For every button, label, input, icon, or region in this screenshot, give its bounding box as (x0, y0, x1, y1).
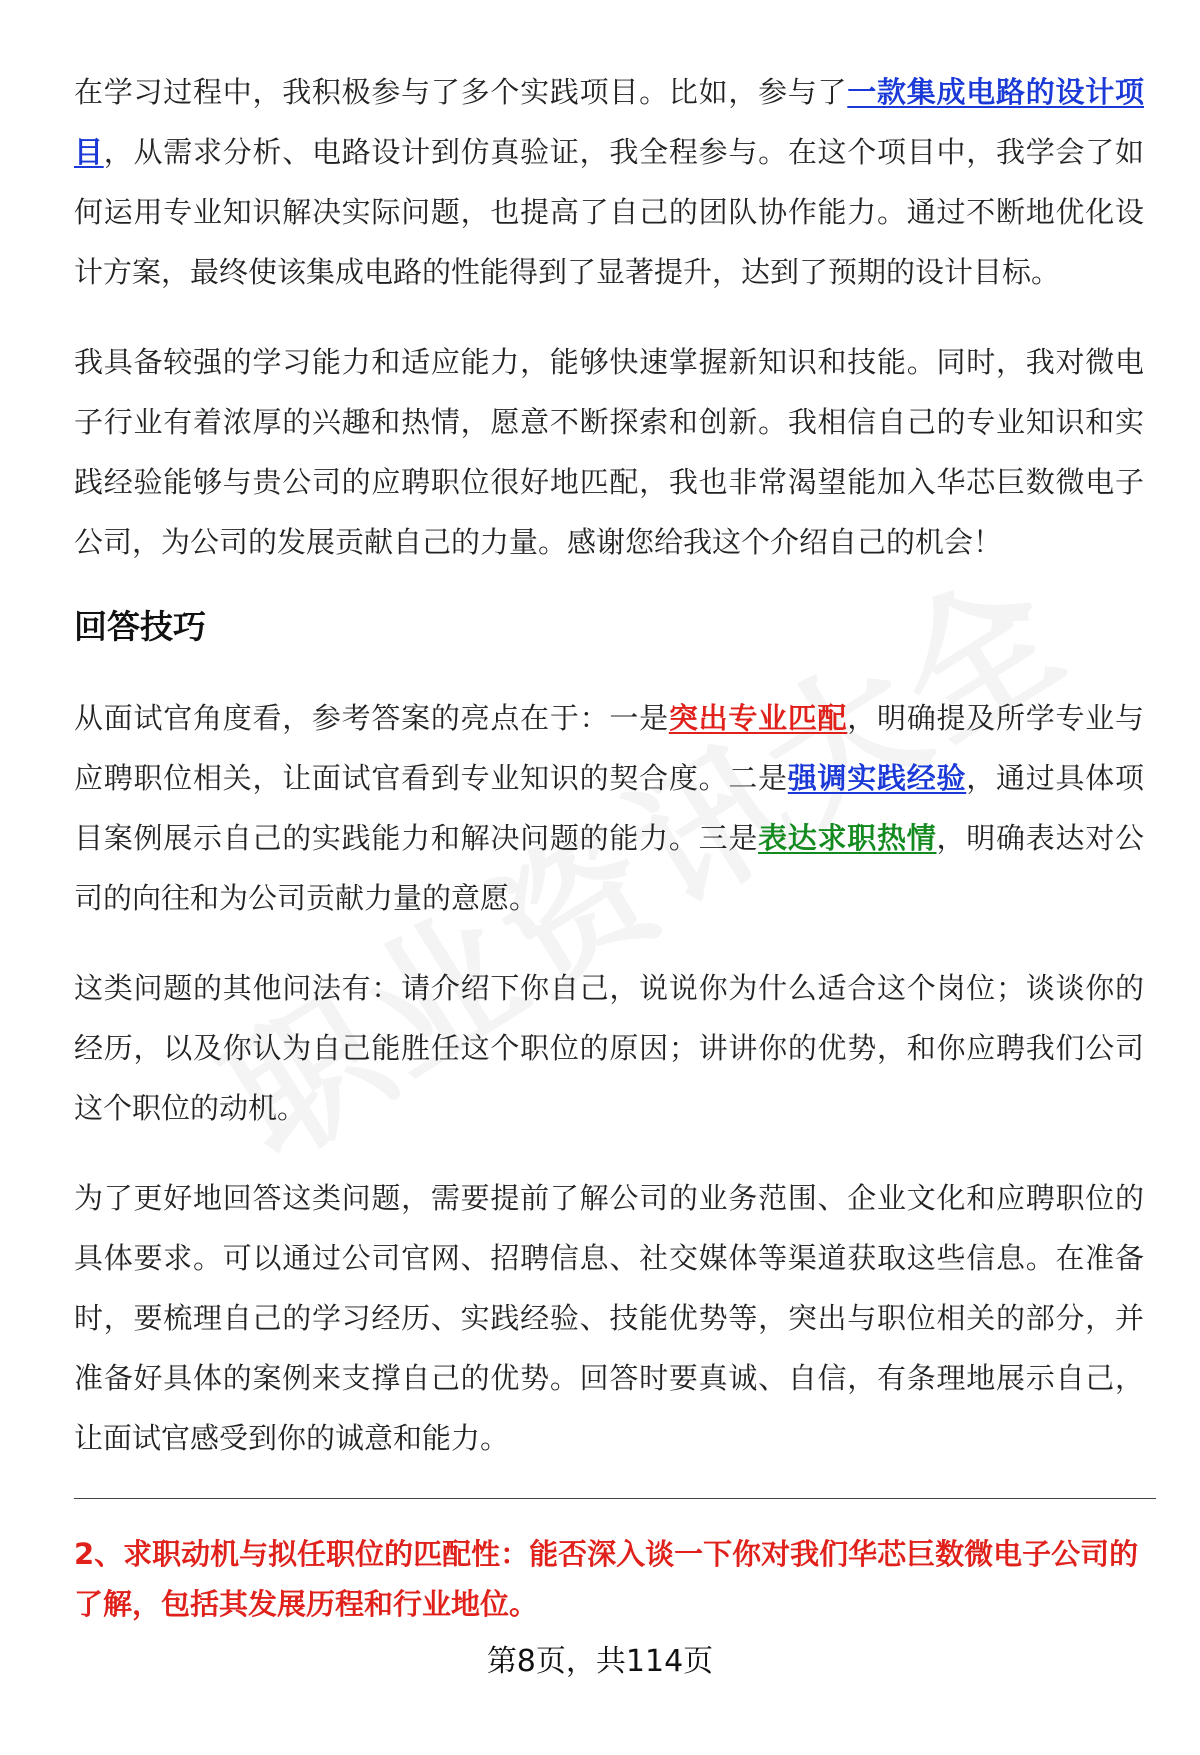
page-number: 第8页，共114页 (486, 1644, 714, 1679)
divider (74, 1498, 1156, 1499)
paragraph-text: ，从需求分析、电路设计到仿真验证，我全程参与。在这个项目中，我学会了如何运用专业知识解决实际问题，也提高了自己的团队协作能力。通过不断地优化设计方案，最终使该集成电路的性能得到了显著提升，达到了预期的设计目标。 (74, 135, 1144, 289)
paragraph-abilities: 我具备较强的学习能力和适应能力，能够快速掌握新知识和技能。同时，我对微电子行业有着浓厚的兴趣和热情，愿意不断探索和创新。我相信自己的专业知识和实践经验能够与贵公司的应聘职位很好地匹配，我也非常渴望能加入华芯巨数微电子公司，为公司的发展贡献自己的力量。感谢您给我这个介绍自己的机会！ (74, 345, 1144, 559)
paragraph-preparation: 为了更好地回答这类问题，需要提前了解公司的业务范围、企业文化和应聘职位的具体要求。可以通过公司官网、招聘信息、社交媒体等渠道获取这些信息。在准备时，要梳理自己的学习经历、实践经验、技能优势等，突出与职位相关的部分，并准备好具体的案例来支撑自己的优势。回答时要真诚、自信，有条理地展示自己，让面试官感受到你的诚意和能力。 (74, 1181, 1144, 1455)
section-heading-answer-tips: 回答技巧 (74, 607, 206, 646)
paragraph-highlights (74, 688, 1144, 928)
paragraph-text: ，明确表达对公司的向往和为公司贡献力量的意愿。 (74, 821, 1144, 915)
paragraph-text: 从面试官角度看，参考答案的亮点在于：一是 (74, 701, 669, 735)
paragraph-text: 在学习过程中，我积极参与了多个实践项目。比如，参与了 (74, 75, 848, 109)
paragraph-practice-project (74, 62, 1144, 302)
paragraph-text: ，明确提及所学专业与应聘职位相关，让面试官看到专业知识的契合度。二是 (74, 701, 1144, 795)
highlight-practice-experience[interactable]: 强调实践经验 (787, 761, 967, 795)
highlight-job-enthusiasm[interactable]: 表达求职热情 (758, 821, 937, 855)
paragraph-text: ，通过具体项目案例展示自己的实践能力和解决问题的能力。三是 (74, 761, 1144, 855)
highlight-professional-match[interactable]: 突出专业匹配 (668, 701, 848, 735)
highlight-ic-design-project[interactable]: 一款集成电路的设计项目 (74, 75, 1144, 169)
paragraph-other-phrasings: 这类问题的其他问法有：请介绍下你自己，说说你为什么适合这个岗位；谈谈你的经历，以及你认为自己能胜任这个职位的原因；讲讲你的优势，和你应聘我们公司这个职位的动机。 (74, 971, 1144, 1125)
question-heading: 2、求职动机与拟任职位的匹配性：能否深入谈一下你对我们华芯巨数微电子公司的了解，包括其发展历程和行业地位。 (74, 1537, 1139, 1621)
document-body (74, 62, 1144, 1629)
